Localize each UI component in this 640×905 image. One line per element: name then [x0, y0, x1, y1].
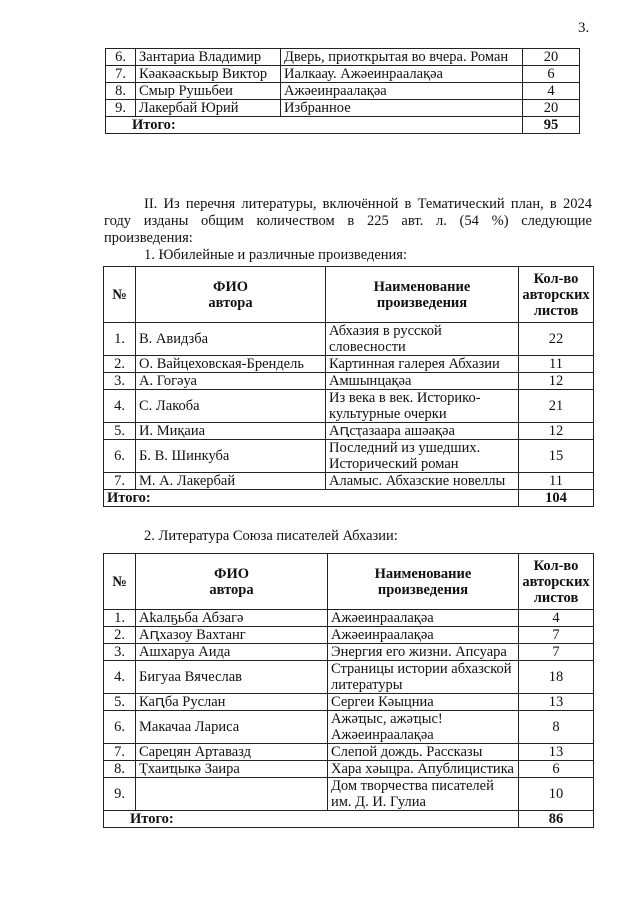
- author-cell: В. Авидзба: [136, 323, 326, 356]
- title-cell: Страницы истории абхазской литературы: [328, 661, 519, 694]
- header-title: [326, 267, 519, 323]
- author-cell: Сарецян Артавазд: [136, 744, 328, 761]
- title-cell: Иалкаау. Ажәеинраалақәа: [281, 66, 523, 83]
- total-row: [106, 117, 580, 134]
- total-label: Итого:: [106, 117, 523, 134]
- title-cell: Дом творчества писателей им. Д. И. Гулиа: [328, 778, 519, 811]
- header-text: авторских: [522, 573, 590, 590]
- author-cell: Б. В. Шинкуба: [136, 440, 326, 473]
- author-cell: Аҟалҕьба Абзагә: [136, 610, 328, 627]
- row-number: 9.: [104, 778, 136, 811]
- title-cell: Абхазия в русской словесности: [326, 323, 519, 356]
- total-label: Итого:: [104, 490, 519, 507]
- header-text: произведения: [377, 581, 469, 598]
- table-row: [104, 473, 594, 490]
- sheets-cell: 7: [519, 627, 594, 644]
- author-cell: Аԥхазоу Вахтанг: [136, 627, 328, 644]
- row-number: 8.: [104, 761, 136, 778]
- title-cell: Хара хәыцра. Апублицистика: [328, 761, 519, 778]
- sheets-cell: 18: [519, 661, 594, 694]
- header-author: [136, 267, 326, 323]
- row-number: 1.: [104, 323, 136, 356]
- title-cell: Дверь, приоткрытая во вчера. Роман: [281, 49, 523, 66]
- table-row: [106, 49, 580, 66]
- header-text: произведения: [376, 294, 468, 311]
- row-number: 1.: [104, 610, 136, 627]
- total-row: [104, 811, 594, 828]
- row-number: 2.: [104, 627, 136, 644]
- subheading-writers-union: 2. Литература Союза писателей Абхазии:: [144, 528, 398, 544]
- total-label: Итого:: [104, 811, 519, 828]
- table-continued: [105, 48, 580, 134]
- page-number: 3.: [578, 20, 590, 36]
- title-cell: Амшынцақәа: [326, 373, 519, 390]
- author-cell: Зантариа Владимир: [136, 49, 281, 66]
- header-text: листов: [533, 302, 579, 319]
- author-cell: Каԥба Руслан: [136, 694, 328, 711]
- author-cell: И. Миқаиа: [136, 423, 326, 440]
- table-row: [106, 100, 580, 117]
- table-row: [106, 66, 580, 83]
- title-cell: Слепой дождь. Рассказы: [328, 744, 519, 761]
- title-cell: Аламыс. Абхазские новеллы: [326, 473, 519, 490]
- header-text: Кол-во: [533, 270, 579, 287]
- author-cell: Макачаа Лариса: [136, 711, 328, 744]
- table-row: [104, 610, 594, 627]
- section-paragraph: II. Из перечня литературы, включённой в Тематический план, в 2024 году изданы общим количеством в 225 авт. л. (54 %) следующие произведения:: [104, 196, 592, 246]
- header-text: №: [112, 286, 127, 303]
- table-row: [104, 423, 594, 440]
- sheets-cell: 6: [523, 66, 580, 83]
- header-text: автора: [209, 581, 254, 598]
- subheading-jubilee: 1. Юбилейные и различные произведения:: [144, 247, 407, 263]
- table-row: [104, 711, 594, 744]
- header-text: №: [112, 573, 127, 590]
- row-number: 7.: [104, 473, 136, 490]
- row-number: 4.: [104, 661, 136, 694]
- header-text: авторских: [522, 286, 590, 303]
- table-row: [104, 390, 594, 423]
- title-cell: Избранное: [281, 100, 523, 117]
- title-cell: Энергия его жизни. Апсуара: [328, 644, 519, 661]
- total-value: 95: [523, 117, 580, 134]
- table-writers-union: [103, 553, 594, 828]
- table-row: [104, 440, 594, 473]
- sheets-cell: 11: [519, 473, 594, 490]
- total-value: 104: [519, 490, 594, 507]
- table-row: [104, 323, 594, 356]
- title-cell: Ажәеинраалақәа: [281, 83, 523, 100]
- table-jubilee-works: [103, 266, 594, 507]
- table-row: [106, 83, 580, 100]
- total-row: [104, 490, 594, 507]
- author-cell: [136, 778, 328, 811]
- row-number: 7.: [104, 744, 136, 761]
- header-text: ФИО: [212, 278, 248, 295]
- author-cell: Лакербай Юрий: [136, 100, 281, 117]
- header-num: [104, 267, 136, 323]
- author-cell: А. Гогәуа: [136, 373, 326, 390]
- table-row: [104, 661, 594, 694]
- author-cell: О. Вайцеховская-Брендель: [136, 356, 326, 373]
- header-row: [104, 554, 594, 610]
- sheets-cell: 13: [519, 744, 594, 761]
- header-text: листов: [533, 589, 579, 606]
- table-row: [104, 627, 594, 644]
- row-number: 6.: [104, 440, 136, 473]
- header-sheets: [519, 554, 594, 610]
- title-cell: Последний из ушедших. Исторический роман: [326, 440, 519, 473]
- table-row: [104, 373, 594, 390]
- row-number: 9.: [106, 100, 136, 117]
- row-number: 8.: [106, 83, 136, 100]
- sheets-cell: 7: [519, 644, 594, 661]
- row-number: 7.: [106, 66, 136, 83]
- sheets-cell: 13: [519, 694, 594, 711]
- row-number: 2.: [104, 356, 136, 373]
- sheets-cell: 6: [519, 761, 594, 778]
- sheets-cell: 4: [519, 610, 594, 627]
- header-sheets: [519, 267, 594, 323]
- author-cell: С. Лакоба: [136, 390, 326, 423]
- header-text: Кол-во: [533, 557, 579, 574]
- sheets-cell: 8: [519, 711, 594, 744]
- header-title: [328, 554, 519, 610]
- sheets-cell: 15: [519, 440, 594, 473]
- header-row: [104, 267, 594, 323]
- title-cell: Аԥсҭазаара ашәақәа: [326, 423, 519, 440]
- title-cell: Сергеи Кәыцниа: [328, 694, 519, 711]
- title-cell: Ажәеинраалақәа: [328, 610, 519, 627]
- row-number: 6.: [104, 711, 136, 744]
- table-row: [104, 778, 594, 811]
- sheets-cell: 12: [519, 373, 594, 390]
- sheets-cell: 11: [519, 356, 594, 373]
- author-cell: Ашхаруа Аида: [136, 644, 328, 661]
- row-number: 5.: [104, 694, 136, 711]
- header-num: [104, 554, 136, 610]
- table-row: [104, 744, 594, 761]
- table-row: [104, 761, 594, 778]
- header-text: ФИО: [213, 565, 249, 582]
- header-text: Наименование: [374, 565, 472, 582]
- author-cell: Ҭхаиҵыкә Заира: [136, 761, 328, 778]
- author-cell: Смыр Рушьбеи: [136, 83, 281, 100]
- title-cell: Ажәеинраалақәа: [328, 627, 519, 644]
- title-cell: Картинная галерея Абхазии: [326, 356, 519, 373]
- sheets-cell: 12: [519, 423, 594, 440]
- author-cell: Бигуаа Вячеслав: [136, 661, 328, 694]
- author-cell: Кәакәаскьыр Виктор: [136, 66, 281, 83]
- sheets-cell: 4: [523, 83, 580, 100]
- header-author: [136, 554, 328, 610]
- sheets-cell: 20: [523, 49, 580, 66]
- sheets-cell: 21: [519, 390, 594, 423]
- author-cell: М. А. Лакербай: [136, 473, 326, 490]
- row-number: 4.: [104, 390, 136, 423]
- title-cell: Ажәҵыс, ажәҵыс! Ажәеинраалақәа: [328, 711, 519, 744]
- row-number: 6.: [106, 49, 136, 66]
- table-row: [104, 694, 594, 711]
- row-number: 3.: [104, 373, 136, 390]
- row-number: 5.: [104, 423, 136, 440]
- header-text: автора: [208, 294, 253, 311]
- sheets-cell: 20: [523, 100, 580, 117]
- total-value: 86: [519, 811, 594, 828]
- table-row: [104, 644, 594, 661]
- title-cell: Из века в век. Историко-культурные очерки: [326, 390, 519, 423]
- sheets-cell: 22: [519, 323, 594, 356]
- row-number: 3.: [104, 644, 136, 661]
- header-text: Наименование: [373, 278, 471, 295]
- sheets-cell: 10: [519, 778, 594, 811]
- table-row: [104, 356, 594, 373]
